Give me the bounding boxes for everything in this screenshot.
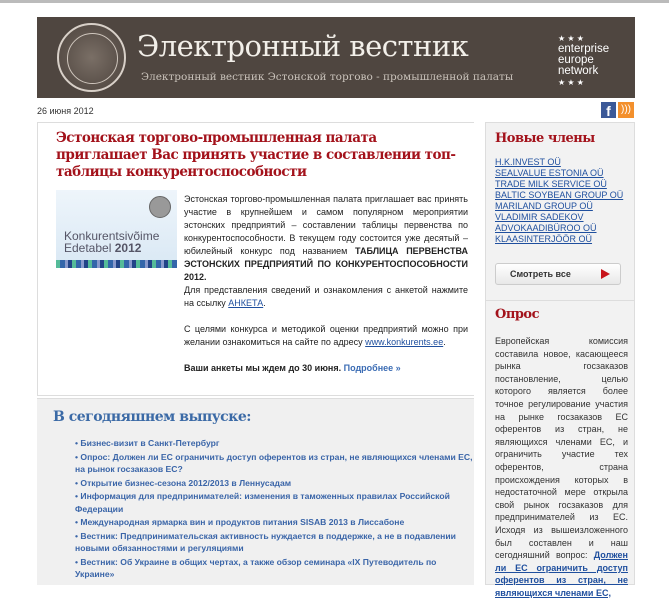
issue-item[interactable]: • Вестник: Предпринимательская активность нуждается в поддержке, а не в подавлении новыми обязанностями и регуляциями	[75, 530, 456, 553]
member-link[interactable]: ADVOKAADIBÜROO OÜ	[495, 223, 597, 233]
issue-heading: В сегодняшнем выпуске:	[53, 409, 251, 425]
member-link[interactable]: TRADE MILK SERVICE OÜ	[495, 179, 607, 189]
facebook-icon[interactable]: f	[601, 102, 616, 118]
poll-text: Европейская комиссия составила новое, касающееся рынка госзаказов постановление, целью которого является более точное регулирование участия на рынке госзаказов ЕС оферентов из стран, не являющихся членами ЕС, и ограничить участие тех оферентов, страна происхождения которых в недостаточной мере открыла свой рынок госзаказов для предпринимателей из ЕС. Исходя из вышеизложенного был составлен и наш сегодняшний вопрос: Должен ли ЕС ограничить доступ оферентов из стран, не являющихся членами ЕС,	[495, 336, 628, 598]
sidebar	[485, 122, 635, 598]
window-top-border	[0, 0, 669, 3]
survey-link[interactable]: АНКЕТА	[228, 298, 264, 308]
newsletter-title: Электронный вестник	[137, 29, 469, 63]
issue-item[interactable]: • Международная ярмарка вин и продуктов питания SISAB 2013 в Лиссабоне	[75, 517, 405, 527]
chamber-seal-logo	[57, 23, 126, 92]
issue-item[interactable]: • Информация для предпринимателей: изменения в таможенных правилах Российской Федерации	[75, 491, 450, 514]
issue-item[interactable]: • Открытие бизнес-сезона 2012/2013 в Леннусадам	[75, 477, 292, 488]
issue-item[interactable]: • Вестник: Об Украине в общих чертах, а также обзор семинара «IX Путеводитель по Украине»	[75, 556, 437, 579]
member-link[interactable]: H.K.INVEST OÜ	[495, 157, 561, 167]
article-body: Эстонская торгово-промышленная палата приглашает вас принять участие в крупнейшем и самом популярном мероприятии эстонских предприятий – составлении таблицы первенства по конкурентоспособности. В текущем году состоится уже десятый – юбилейный конкурс под названием ТАБЛИЦА ПЕРВЕНСТВА ЭСТОНСКИХ ПРЕДПРИЯТИЙ ПО КОНКУРЕНТОСПОСОБНОСТИ 2012. Для представления сведений и ознакомления с анкетой нажмите на ссылку АНКЕТА. С целями конкурса и методикой оценки предприятий можно при желании ознакомиться на сайте по адресу www.konkurents.ee. Ваши анкеты мы ждем до 30 июня. Подробнее »	[184, 194, 468, 373]
issue-date: 26 июня 2012	[37, 106, 94, 116]
issue-list	[75, 437, 475, 582]
member-link[interactable]: VLADIMIR SADEKOV	[495, 212, 584, 222]
seal-icon	[149, 196, 171, 218]
member-link[interactable]: KLAASINTERJÖÖR OÜ	[495, 234, 593, 244]
poll-heading: Опрос	[495, 307, 540, 322]
konkurents-link[interactable]: www.konkurents.ee	[365, 337, 444, 347]
stars-icon: ★ ★ ★	[558, 34, 584, 43]
article-title[interactable]: Эстонская торгово-промышленная палата приглашает Вас принять участие в составлении топ-таблицы конкурентоспособности	[56, 130, 456, 180]
newsletter-subtitle: Электронный вестник Эстонской торгово - промышленной палаты	[141, 71, 514, 83]
member-link[interactable]: MARILAND GROUP OÜ	[495, 201, 593, 211]
competitiveness-banner-image[interactable]: Konkurentsivõime Edetabel 2012	[56, 190, 177, 268]
issue-item[interactable]: • Бизнес-визит в Санкт-Петербург	[75, 438, 220, 448]
view-all-button[interactable]: Смотреть все	[495, 263, 621, 285]
play-arrow-icon	[601, 269, 610, 279]
poll-question-link[interactable]: Должен ли ЕС ограничить доступ оферентов из стран, не являющихся членами ЕС,	[495, 550, 628, 598]
enterprise-europe-network-logo: ★ ★ ★ enterprise europe network ★ ★ ★	[558, 34, 610, 87]
issue-item[interactable]: • Опрос: Должен ли ЕС ограничить доступ оферентов из стран, не являющихся членами ЕС, на рынок госзаказов ЕС?	[75, 451, 473, 474]
divider	[486, 300, 634, 301]
header-banner	[37, 17, 635, 98]
main-article	[37, 122, 474, 396]
read-more-link[interactable]: Подробнее »	[343, 363, 401, 373]
member-link[interactable]: SEALVALUE ESTONIA OÜ	[495, 168, 604, 178]
new-members-heading: Новые члены	[495, 131, 595, 146]
new-members-list	[495, 157, 623, 245]
member-link[interactable]: BALTIC SOYBEAN GROUP OÜ	[495, 190, 624, 200]
rss-icon[interactable]: )))	[618, 102, 634, 118]
in-this-issue	[37, 398, 474, 585]
